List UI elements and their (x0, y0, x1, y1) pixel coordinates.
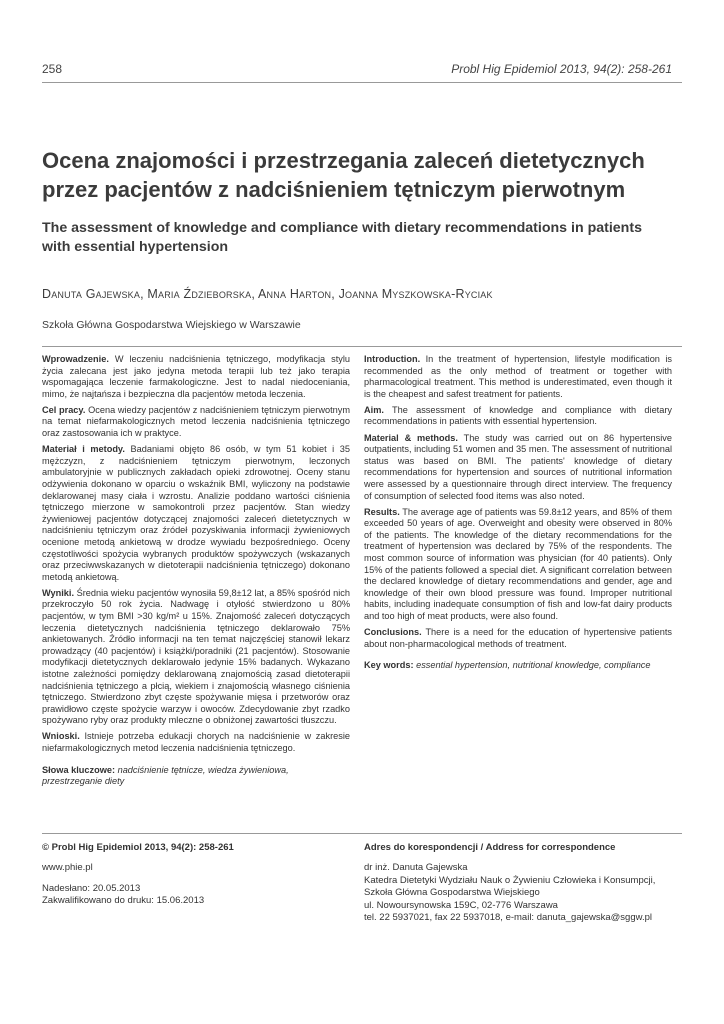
footer-divider (42, 833, 682, 834)
abstract-english (364, 354, 672, 676)
received-date: Nadesłano: 20.05.2013 (42, 882, 141, 894)
text: W leczeniu nadciśnienia tętniczego, modyfikacja stylu życia zalecana jest jako jedyna metoda terapii lub też jako terapia wspomagająca leczenie farmakologiczne. Jest to nadal niedoceniania, mimo, że najtańsza i bezpieczna dla pacjentów metoda leczenia. (42, 354, 350, 399)
text: The assessment of knowledge and compliance with dietary recommendations in patients with essential hypertension. (364, 404, 672, 427)
correspondence-contact: tel. 22 5937021, fax 22 5937018, e-mail: danuta_gajewska@sggw.pl (364, 912, 652, 924)
header-divider (42, 82, 682, 83)
title-polish-line-2: przez pacjentów z nadciśnieniem tętniczym pierwotnym (42, 177, 626, 202)
journal-url[interactable]: www.phie.pl (42, 862, 93, 874)
abstract-pl-keywords (42, 765, 350, 788)
abstract-en-methods (364, 433, 672, 503)
label: Introduction. (364, 354, 421, 364)
correspondence-address (364, 842, 684, 924)
abstract-pl-results (42, 588, 350, 727)
correspondence-heading: Adres do korespondencji / Address for correspondence (364, 842, 616, 853)
label: Wprowadzenie. (42, 354, 109, 364)
abstract-en-conclusions (364, 627, 672, 650)
label: Cel pracy. (42, 404, 86, 415)
text: Badaniami objęto 86 osób, w tym 51 kobiet i 35 mężczyzn, z nadciśnieniem tętniczym pierwotnym, leczonych ambulatoryjnie w publicznych zakładach opieki zdrowotnej. Oceny stanu odżywienia dokonano w oparciu o wskaźnik BMI, wyliczony na podstawie deklarowanej masy ciała i wzrostu. Analizie poddano wartości ciśnienia tętniczego mierzone w samokontroli przez pacjentów. Stan wiedzy żywieniowej pacjentów dotyczącej znajomości zaleceń dietetycznych w nadciśnieniu tętniczym oraz źródeł pozyskiwania informacji żywieniowych ocenione metodą ankietową w drodze wywiadu bezpośredniego. Oceny częstotliwości spożycia wybranych produktów spożywczych (wskazanych oraz przeciwwskazanych w dietoterapii nadciśnienia tętniczego) dokonano metodą ankietową. (42, 444, 350, 582)
page-number: 258 (42, 62, 63, 76)
affiliation: Szkoła Główna Gospodarstwa Wiejskiego w Warszawie (42, 319, 301, 331)
correspondence-department: Katedra Dietetyki Wydziału Nauk o Żywieniu Człowieka i Konsumpcji, (364, 874, 656, 886)
accepted-date: Zakwalifikowano do druku: 15.06.2013 (42, 895, 205, 907)
label: Aim. (364, 404, 384, 415)
text: Ocena wiedzy pacjentów z nadciśnieniem tętniczym pierwotnym na temat niefarmakologicznych metod leczenia nadciśnienia tętniczego oraz zastosowania ich w praktyce. (42, 404, 350, 439)
abstract-pl-aim (42, 405, 350, 440)
text: Średnia wieku pacjentów wynosiła 59,8±12 lat, a 85% spośród nich przekroczyło 50 rok życia. Nadwagę i otyłość stwierdzono u 80% pacjentów, w tym BMI >30 kg/m² u 15%. Znajomość zaleceń dotyczących leczenia dietetycznych nadciśnienia tętniczego deklarowało 75% ankietowanych. Źródło informacji na ten temat najczęściej stanowił lekarz prowadzący (40 pacjentów) i książki/poradniki (21 pacjentów). Stosowanie modyfikacji dietetycznych deklarowało jedynie 15% badanych. Wykazano istotne zależności pomiędzy deklarowaną znajomością zasad dietoterapii nadciśnienia tętniczego a płcią, wiekiem i znajomością własnego ciśnienia tętniczego. Stwierdzono zbyt częste spożywanie mięsa i przetworów oraz prawidłowo częste spożycie warzyw i owoców. Zdecydowanie zbyt rzadko spożywano ryby oraz produkty mleczne o obniżonej zawartości tłuszczu. (42, 587, 351, 726)
label: Key words: (364, 660, 414, 671)
correspondence-name: dr inż. Danuta Gajewska (364, 862, 468, 874)
citation: © Probl Hig Epidemiol 2013, 94(2): 258-261 (42, 842, 234, 853)
authors: Danuta Gajewska, Maria Ździeborska, Anna Harton, Joanna Myszkowska-Ryciak (42, 287, 493, 301)
abstract-polish (42, 354, 350, 792)
text: essential hypertension, nutritional knowledge, compliance (416, 660, 651, 671)
text: In the treatment of hypertension, lifestyle modification is recommended as the only method of treatment or together with pharmacological treatment. This method is underestimated, even though it is the cheapest and safest treatment for patients. (364, 354, 672, 399)
abstract-pl-introduction (42, 354, 350, 400)
text: nadciśnienie tętnicze, wiedza żywieniowa, przestrzeganie diety (42, 764, 289, 787)
title-polish-line-1: Ocena znajomości i przestrzegania zaleceń dietetycznych (42, 148, 645, 173)
text: Istnieje potrzeba edukacji chorych na nadciśnienie w zakresie niefarmakologicznych metod leczenia nadciśnienia tętniczego. (42, 731, 350, 753)
abstract-en-aim (364, 405, 672, 428)
title-english-line-1: The assessment of knowledge and compliance with dietary recommendations in patients (42, 220, 642, 236)
label: Wyniki. (42, 587, 74, 598)
label: Wnioski. (42, 731, 80, 742)
label: Results. (364, 506, 400, 517)
label: Conclusions. (364, 627, 422, 638)
label: Słowa kluczowe: (42, 764, 116, 775)
title-english (42, 219, 682, 257)
correspondence-university: Szkoła Główna Gospodarstwa Wiejskiego (364, 887, 540, 899)
text: The average age of patients was 59.8±12 years, and 85% of them exceeded 50 years of age. Overweight and obesity were observed in 80% of the patients. The knowledge of the dietary recommendations for the treatment of hypertension was declared by 75% of the respondents. The most common source of information was physician (for 40 patients). Only 15% of the patients followed a special diet. A significant correlation between the declared knowledge of dietary recommendations and gender, age and knowledge of their own blood pressure was found. Improper nutritional habits, including inadequate consumption of fish and low-fat dairy products and too high of meat products, were also found. (364, 506, 672, 621)
text: There is a need for the education of hypertensive patients about non-pharmacological methods of treatment. (364, 627, 673, 649)
label: Material & methods. (364, 432, 458, 443)
title-english-line-2: with essential hypertension (42, 239, 229, 255)
publication-info (42, 842, 342, 908)
abstract-en-introduction (364, 354, 672, 400)
abstract-en-results (364, 507, 672, 623)
title-polish (42, 146, 682, 204)
abstract-pl-conclusions (42, 731, 350, 754)
journal-citation-header: Probl Hig Epidemiol 2013, 94(2): 258-261 (451, 62, 672, 76)
label: Materiał i metody. (42, 444, 125, 455)
correspondence-street: ul. Nowoursynowska 159C, 02-776 Warszawa (364, 899, 558, 911)
abstract-en-keywords (364, 660, 672, 672)
text: The study was carried out on 86 hypertensive outpatients, including 51 women and 35 men. The assessment of nutritional status was based on BMI. The patients' knowledge of dietary recommendations for hypertension and sources of nutritional information were assessed by a questionnaire through direct interview. The frequency of consumption of selected food items was also noted. (364, 432, 672, 501)
abstract-pl-methods (42, 444, 350, 583)
abstract-top-divider (42, 346, 682, 347)
